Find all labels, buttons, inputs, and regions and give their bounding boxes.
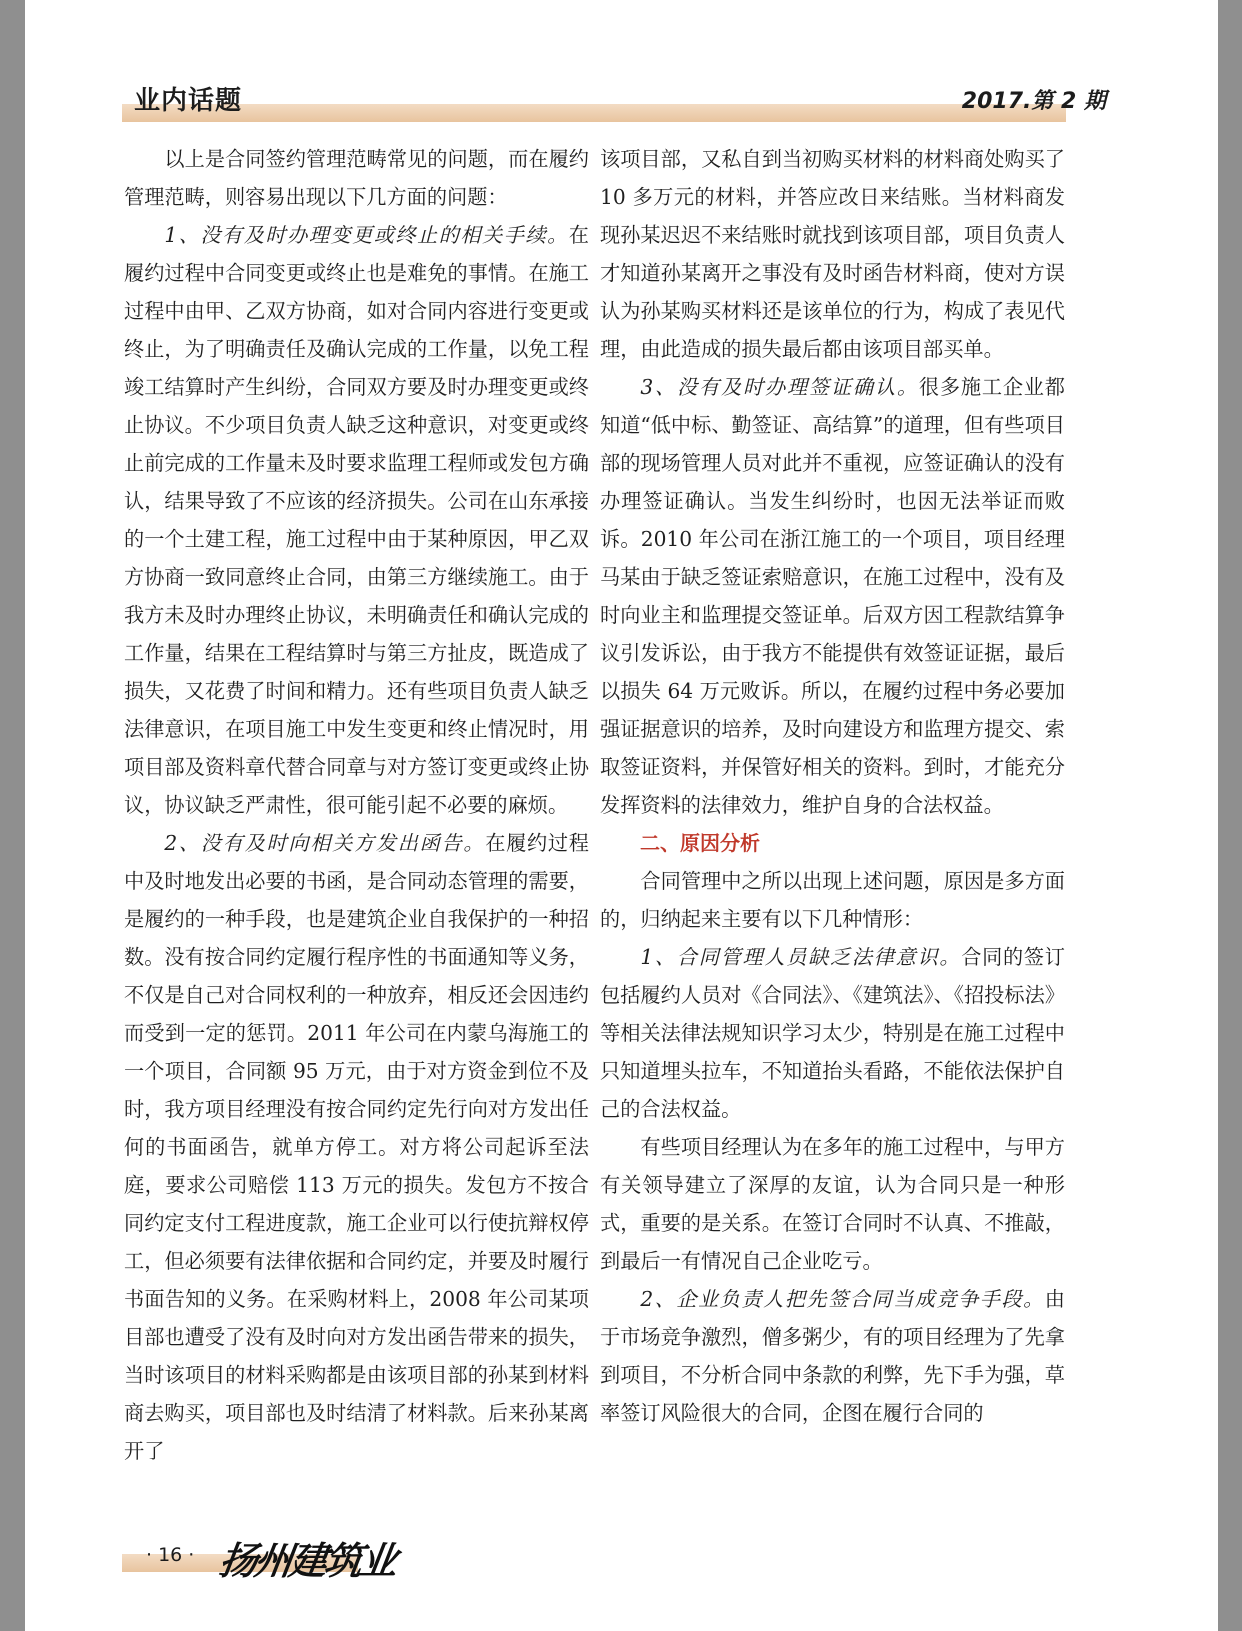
paragraph-body: 在履约过程中合同变更或终止也是难免的事情。在施工过程中由甲、乙双方协商，如对合同内容进行变更或终止，为了明确责任及确认完成的工作量，以免工程竣工结算时产生纠纷，合同双方要及时办理变更或终止协议。不少项目负责人缺乏这种意识，对变更或终止前完成的工作量未及时要求监理工程师或发包方确认，结果导致了不应该的经济损失。公司在山东承接的一个土建工程，施工过程中由于某种原因，甲乙双方协商一致同意终止合同，由第三方继续施工。由于我方未及时办理终止协议，未明确责任和确认完成的工作量，结果在工程结算时与第三方扯皮，既造成了损失，又花费了时间和精力。还有些项目负责人缺乏法律意识，在项目施工中发生变更和终止情况时，用项目部及资料章代替合同章与对方签订变更或终止协议，协议缺乏严肃性，很可能引起不必要的麻烦。: [124, 223, 589, 817]
left-column: [124, 140, 589, 1470]
paragraph: 以上是合同签约管理范畴常见的问题，而在履约管理范畴，则容易出现以下几方面的问题：: [124, 147, 589, 209]
paragraph-lead: 2、企业负责人把先签合同当成竞争手段。: [640, 1287, 1045, 1311]
paragraph-lead: 1、合同管理人员缺乏法律意识。: [640, 945, 962, 969]
paragraph-lead: 3、没有及时办理签证确认。: [640, 375, 919, 399]
paragraph-body: 合同的签订包括履约人员对《合同法》、《建筑法》、《招投标法》等相关法律法规知识学习太少，特别是在施工过程中只知道埋头拉车，不知道抬头看路，不能依法保护自己的合法权益。: [600, 945, 1065, 1121]
magazine-logo: 扬州建筑业: [216, 1538, 398, 1583]
paragraph-body: 在履约过程中及时地发出必要的书函，是合同动态管理的需要，是履约的一种手段，也是建筑企业自我保护的一种招数。没有按合同约定履行程序性的书面通知等义务，不仅是自己对合同权利的一种放弃，相反还会因违约而受到一定的惩罚。2011 年公司在内蒙乌海施工的一个项目，合同额 95 万元，由于对方资金到位不及时，我方项目经理没有按合同约定先行向对方发出任何的书面函告，就单方停工。对方将公司起诉至法庭，要求公司赔偿 113 万元的损失。发包方不按合同约定支付工程进度款，施工企业可以行使抗辩权停工，但必须要有法律依据和合同约定，并要及时履行书面告知的义务。在采购材料上，2008 年公司某项目部也遭受了没有及时向对方发出函告带来的损失，当时该项目的材料采购都是由该项目部的孙某到材料商去购买，项目部也及时结清了材料款。后来孙某离开了: [124, 831, 589, 1463]
paragraph: [600, 938, 1065, 1128]
paragraph-body: 很多施工企业都知道“低中标、勤签证、高结算”的道理，但有些项目部的现场管理人员对此并不重视，应签证确认的没有办理签证确认。当发生纠纷时，也因无法举证而败诉。2010 年公司在浙江施工的一个项目，项目经理马某由于缺乏签证索赔意识，在施工过程中，没有及时向业主和监理提交签证单。后双方因工程款结算争议引发诉讼，由于我方不能提供有效签证证据，最后以损失 64 万元败诉。所以，在履约过程中务必要加强证据意识的培养，及时向建设方和监理方提交、索取签证资料，并保管好相关的资料。到时，才能充分发挥资料的法律效力，维护自身的合法权益。: [600, 375, 1065, 817]
paragraph: [124, 216, 589, 824]
section-title: 业内话题: [134, 86, 243, 116]
header-bar: [122, 104, 1066, 122]
paragraph-lead: 2、没有及时向相关方发出函告。: [164, 831, 486, 855]
section-heading: 二、原因分析: [640, 831, 760, 855]
page-number: · 16 ·: [146, 1544, 195, 1566]
paragraph: [600, 1280, 1065, 1432]
right-column: [600, 140, 1065, 1432]
paragraph: [124, 824, 589, 1470]
paragraph: 该项目部，又私自到当初购买材料的材料商处购买了 10 多万元的材料，并答应改日来结账。当材料商发现孙某迟迟不来结账时就找到该项目部，项目负责人才知道孙某离开之事没有及时函告材料商，使对方误认为孙某购买材料还是该单位的行为，构成了表见代理，由此造成的损失最后都由该项目部买单。: [600, 147, 1065, 361]
paragraph: 合同管理中之所以出现上述问题，原因是多方面的，归纳起来主要有以下几种情形：: [600, 869, 1065, 931]
paragraph-lead: 1、没有及时办理变更或终止的相关手续。: [164, 223, 569, 247]
paragraph-body: 由于市场竞争激烈，僧多粥少，有的项目经理为了先拿到项目，不分析合同中条款的利弊，先下手为强，草率签订风险很大的合同，企图在履行合同的: [600, 1287, 1065, 1425]
issue-label: 2017.第 2 期: [961, 89, 1106, 114]
paragraph: 有些项目经理认为在多年的施工过程中，与甲方有关领导建立了深厚的友谊，认为合同只是一种形式，重要的是关系。在签订合同时不认真、不推敲，到最后一有情况自己企业吃亏。: [600, 1135, 1065, 1273]
paragraph: [600, 368, 1065, 824]
